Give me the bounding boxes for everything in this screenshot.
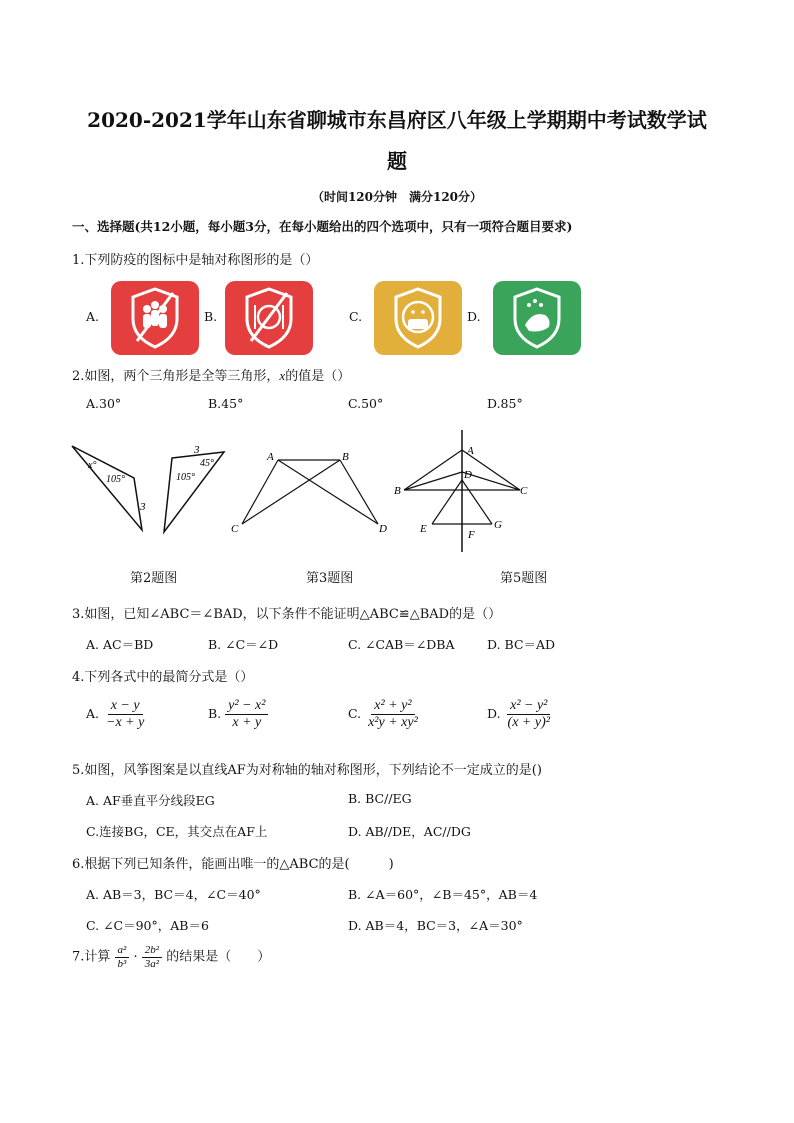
svg-text:C: C <box>231 523 239 535</box>
page-title-line2: 题 <box>387 149 407 173</box>
q1-label-a: A. <box>86 309 100 324</box>
svg-text:A: A <box>267 451 274 463</box>
figure-2-triangles <box>64 428 234 538</box>
figure-3-caption: 第3题图 <box>306 571 354 586</box>
q3-option-a: A. AC＝BD <box>86 637 154 652</box>
q1-label-c: C. <box>349 309 363 324</box>
q4-option-a: A. $\frac{x - y}{-x + y}$ <box>86 698 147 731</box>
exam-subtitle: （时间120分钟 满分120分） <box>311 190 483 204</box>
q4-fraction-c: $\frac{\text{x² + y²}}{\text{x²y + xy²}}$ <box>368 698 418 731</box>
svg-text:D: D <box>464 469 472 481</box>
q4-option-c: C. $\frac{\text{x² + y²}}{\text{x²y + xy²}}$ <box>348 698 421 731</box>
page-title: 2020-2021学年山东省聊城市东昌府区八年级上学期期中考试数学试 <box>87 108 707 132</box>
q7-fraction-1: $\frac{\text{a²}}{\text{b³}}$ <box>115 944 130 970</box>
svg-text:B: B <box>342 451 349 463</box>
q6-option-c: C. ∠C＝90°，AB＝6 <box>86 918 209 933</box>
svg-text:A: A <box>467 445 474 457</box>
q5-option-b: B. BC//EG <box>348 791 412 806</box>
svg-text:E: E <box>420 523 427 535</box>
q4-fraction-a: $\frac{x - y}{-x + y}$ <box>106 698 145 731</box>
q3-option-b: B. ∠C＝∠D <box>208 637 279 652</box>
svg-text:105°: 105° <box>176 472 195 483</box>
question-3-stem: 3.如图，已知∠ABC＝∠BAD，以下条件不能证明△ABC≌△BAD的是（） <box>72 607 502 622</box>
q4-option-d: D. $\frac{\text{x² − y²}}{\text{(x + y)²}}$ <box>487 698 553 731</box>
svg-text:x°: x° <box>88 460 97 471</box>
svg-text:G: G <box>494 519 502 531</box>
svg-text:D: D <box>379 523 387 535</box>
q1-label-d: D. <box>467 309 481 324</box>
svg-text:B: B <box>394 485 401 497</box>
section-heading: 一、选择题(共12小题，每小题3分，在每小题给出的四个选项中，只有一项符合题目要求) <box>72 219 573 234</box>
q4-option-b: B. $\frac{\text{y² − x²}}{x + y}$ <box>208 698 268 731</box>
svg-text:F: F <box>468 529 475 541</box>
q7-fraction-2: $\frac{\text{2b²}}{\text{3a²}}$ <box>142 944 162 970</box>
q3-option-d: D. BC＝AD <box>487 637 556 652</box>
face-mask-icon <box>374 281 462 355</box>
q2-option-a: A.30° <box>86 396 122 411</box>
q4-fraction-d: $\frac{\text{x² − y²}}{\text{(x + y)²}}$ <box>507 698 550 731</box>
q3-option-c: C. ∠CAB＝∠DBA <box>348 637 455 652</box>
question-6-stem: 6.根据下列已知条件，能画出唯一的△ABC的是( ) <box>72 857 394 872</box>
svg-text:105°: 105° <box>106 474 125 485</box>
figure-3-quadrilateral <box>226 446 394 536</box>
q6-option-b: B. ∠A＝60°，∠B＝45°，AB＝4 <box>348 887 538 902</box>
q2-option-c: C.50° <box>348 396 384 411</box>
q4-fraction-b: $\frac{\text{y² − x²}}{x + y}$ <box>225 698 268 731</box>
dining-prohibited-icon <box>225 281 313 355</box>
svg-text:3: 3 <box>194 444 200 456</box>
q5-option-a: A. AF垂直平分线段EG <box>86 793 215 808</box>
q2-option-d: D.85° <box>487 396 523 411</box>
figure-5-kite <box>388 424 538 556</box>
hand-washing-icon <box>493 281 581 355</box>
svg-text:3: 3 <box>140 501 146 513</box>
q5-option-c: C.连接BG，CE，其交点在AF上 <box>86 824 268 839</box>
question-2-stem: 2.如图，两个三角形是全等三角形，x的值是（） <box>72 368 351 384</box>
q2-option-b: B.45° <box>208 396 244 411</box>
question-4-stem: 4.下列各式中的最简分式是（） <box>72 670 254 685</box>
figure-2-caption: 第2题图 <box>130 571 178 586</box>
q6-option-a: A. AB＝3，BC＝4，∠C＝40° <box>86 887 261 902</box>
crowd-prohibited-icon <box>111 281 199 355</box>
q1-label-b: B. <box>204 309 218 324</box>
question-5-stem: 5.如图，风筝图案是以直线AF为对称轴的轴对称图形，下列结论不一定成立的是() <box>72 763 542 778</box>
svg-text:45°: 45° <box>200 458 214 469</box>
question-1-stem: 1.下列防疫的图标中是轴对称图形的是（） <box>72 253 319 268</box>
figure-5-caption: 第5题图 <box>500 571 548 586</box>
q5-option-d: D. AB//DE，AC//DG <box>348 824 471 839</box>
svg-text:C: C <box>520 485 528 497</box>
q6-option-d: D. AB＝4，BC＝3，∠A＝30° <box>348 918 523 933</box>
question-7-stem: 7.计算 $\frac{\text{a²}}{\text{b³}}$ · $\frac{\text{2b²}}{\text{3a²}}$ 的结果是（ ） <box>72 944 271 970</box>
